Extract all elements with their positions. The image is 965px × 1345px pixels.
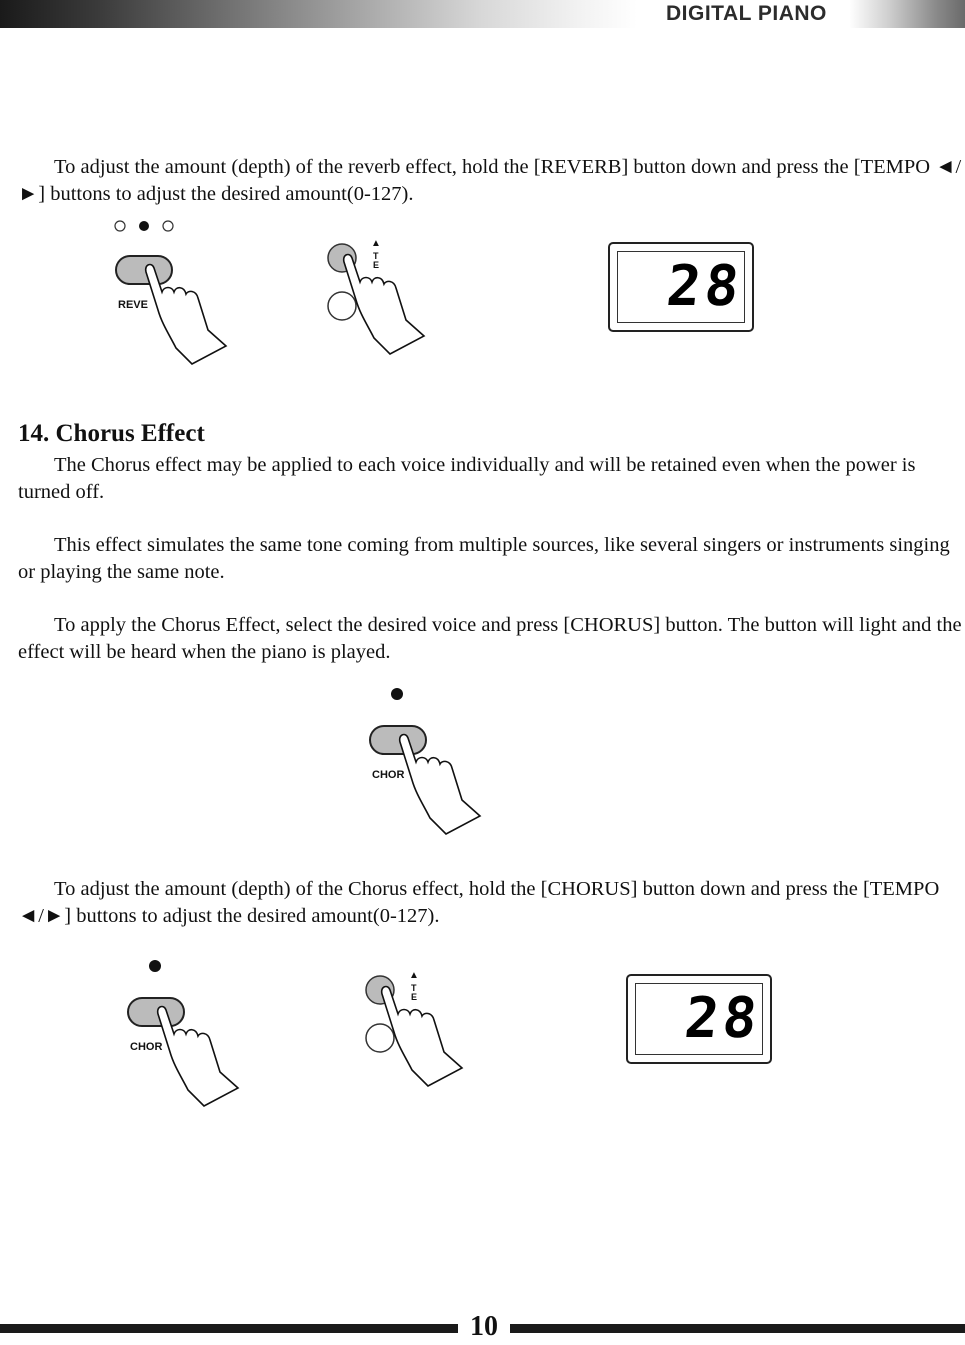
reverb-button xyxy=(116,256,172,284)
lcd-display xyxy=(608,242,754,332)
paragraph-chorus-adjust: To adjust the amount (depth) of the Chorus effect, hold the [CHORUS] button down and press the [TEMPO ◄/►] buttons to adjust the desired amount(0-127). xyxy=(18,878,940,927)
chorus-hold-button-figure xyxy=(114,952,254,1112)
chorus-button xyxy=(128,998,184,1026)
lcd-display-value: 28 xyxy=(663,254,746,319)
led-on-icon xyxy=(139,221,149,231)
lcd-display-value: 28 xyxy=(681,986,764,1051)
page-number: 10 xyxy=(470,1311,498,1342)
pressing-hand-icon xyxy=(146,265,226,364)
paragraph-chorus-apply: To apply the Chorus Effect, select the desired voice and press [CHORUS] button. The button will light and the effect will be heard when the piano is played. xyxy=(18,614,962,663)
chorus-button-figure xyxy=(356,680,496,840)
led-off-icon xyxy=(115,221,125,231)
header-title: DIGITAL PIANO xyxy=(666,2,827,25)
tempo-label: T E xyxy=(411,983,418,1002)
led-on-icon xyxy=(391,688,403,700)
chorus-button-label: CHOR xyxy=(372,769,405,781)
footer-rule xyxy=(0,1324,458,1333)
paragraph-reverb-adjust: To adjust the amount (depth) of the reverb effect, hold the [REVERB] button down and press the [TEMPO ◄/►] buttons to adjust the desired amount(0-127). xyxy=(18,156,962,205)
led-off-icon xyxy=(163,221,173,231)
paragraph-chorus-intro: The Chorus effect may be applied to each voice individually and will be retained even when the power is turned off. xyxy=(18,454,916,503)
tempo-up-arrow-icon: ▲ xyxy=(371,238,381,249)
tempo-label: T E xyxy=(373,251,380,270)
lcd-display-2 xyxy=(626,974,772,1064)
tempo-down-button xyxy=(328,292,356,320)
footer-rule xyxy=(510,1324,965,1333)
section-heading: 14. Chorus Effect xyxy=(18,420,205,447)
tempo-down-button xyxy=(366,1024,394,1052)
pressing-hand-icon xyxy=(400,735,480,834)
led-on-icon xyxy=(149,960,161,972)
tempo-up-arrow-icon: ▲ xyxy=(409,970,419,981)
chorus-button xyxy=(370,726,426,754)
reverb-button-label: REVE xyxy=(118,299,148,311)
pressing-hand-icon xyxy=(158,1007,238,1106)
paragraph-chorus-simulates: This effect simulates the same tone coming from multiple sources, like several singers or instruments singing or playing the same note. xyxy=(18,534,950,583)
reverb-button-figure xyxy=(100,212,240,372)
chorus-hold-button-label: CHOR xyxy=(130,1041,163,1053)
